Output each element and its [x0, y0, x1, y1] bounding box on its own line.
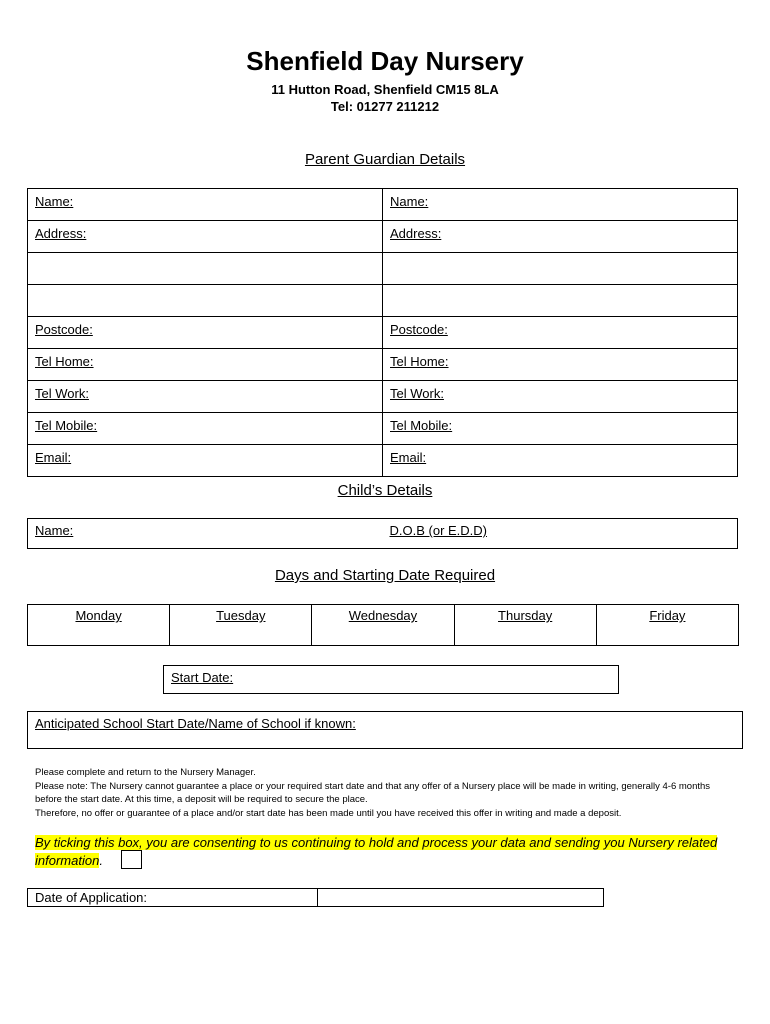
- application-date-label: Date of Application:: [28, 889, 318, 907]
- parent-left-field[interactable]: [28, 221, 383, 253]
- parent-field-label: Name:: [390, 194, 429, 209]
- parent-right-field[interactable]: [383, 253, 738, 285]
- application-date-table: [27, 888, 604, 907]
- parent-left-field[interactable]: [28, 349, 383, 381]
- child-name-label: Name:: [35, 523, 74, 538]
- parent-field-label: Name:: [35, 194, 74, 209]
- child-dob-field[interactable]: [383, 519, 738, 549]
- parent-field-label: Postcode:: [390, 322, 448, 337]
- day-label: Monday: [75, 608, 122, 623]
- parent-field-label: Tel Home:: [390, 354, 449, 369]
- child-name-field[interactable]: [28, 519, 383, 549]
- parent-field-label: Tel Mobile:: [390, 418, 453, 433]
- parent-row: [28, 413, 738, 445]
- parent-right-field[interactable]: [383, 221, 738, 253]
- nursery-telephone: Tel: 01277 211212: [330, 99, 440, 114]
- parent-field-label: Tel Home:: [35, 354, 94, 369]
- consent-checkbox[interactable]: [121, 850, 142, 869]
- consent-period: .: [99, 853, 103, 868]
- days-table: [27, 604, 739, 646]
- day-cell-tuesday[interactable]: [170, 605, 312, 646]
- days-section-title: Days and Starting Date Required: [274, 567, 496, 584]
- parent-left-field[interactable]: [28, 189, 383, 221]
- nursery-address: 11 Hutton Road, Shenfield CM15 8LA: [271, 82, 499, 97]
- parent-left-field[interactable]: [28, 381, 383, 413]
- parent-right-field[interactable]: [383, 317, 738, 349]
- parent-field-label: Email:: [390, 450, 427, 465]
- parent-row: [28, 189, 738, 221]
- start-date-field[interactable]: [163, 665, 619, 694]
- day-label: Tuesday: [216, 608, 266, 623]
- parent-row: [28, 253, 738, 285]
- school-field[interactable]: [27, 711, 743, 749]
- parent-left-field[interactable]: [28, 285, 383, 317]
- day-label: Thursday: [498, 608, 553, 623]
- child-dob-label: D.O.B (or E.D.D): [389, 523, 488, 538]
- parent-field-label: Tel Mobile:: [35, 418, 98, 433]
- parent-row: [28, 349, 738, 381]
- parent-row: [28, 445, 738, 477]
- parent-right-field[interactable]: [383, 445, 738, 477]
- parent-left-field[interactable]: [28, 317, 383, 349]
- start-date-label: Start Date:: [171, 670, 234, 685]
- day-label: Friday: [649, 608, 686, 623]
- parent-row: [28, 381, 738, 413]
- parent-field-label: Postcode:: [35, 322, 93, 337]
- parent-row: [28, 317, 738, 349]
- day-cell-thursday[interactable]: [454, 605, 596, 646]
- parent-row: [28, 221, 738, 253]
- notes-line-3: Therefore, no offer or guarantee of a place and/or start date has been made until you have received this offer in writing and made a deposit.: [35, 807, 622, 819]
- parent-field-label: Tel Work:: [390, 386, 444, 401]
- notes-line-1: Please complete and return to the Nursery Manager.: [35, 767, 256, 778]
- notes-block: [35, 766, 735, 820]
- child-details-table: [27, 518, 738, 549]
- nursery-title: Shenfield Day Nursery: [246, 46, 524, 76]
- parent-guardian-table: [27, 188, 738, 477]
- consent-block: [35, 834, 735, 871]
- parent-right-field[interactable]: [383, 381, 738, 413]
- school-label: Anticipated School Start Date/Name of School if known:: [35, 716, 356, 731]
- day-cell-wednesday[interactable]: [312, 605, 454, 646]
- parent-field-label: Address:: [390, 226, 442, 241]
- parent-field-label: Address:: [35, 226, 87, 241]
- parent-left-field[interactable]: [28, 253, 383, 285]
- child-section-title: Child’s Details: [337, 482, 433, 499]
- day-cell-monday[interactable]: [28, 605, 170, 646]
- parent-right-field[interactable]: [383, 285, 738, 317]
- parent-right-field[interactable]: [383, 189, 738, 221]
- day-cell-friday[interactable]: [596, 605, 738, 646]
- parent-right-field[interactable]: [383, 413, 738, 445]
- consent-text: By ticking this box, you are consenting to us continuing to hold and process your data and sending you Nursery related information: [35, 835, 718, 868]
- parent-left-field[interactable]: [28, 445, 383, 477]
- day-label: Wednesday: [348, 608, 418, 623]
- parent-right-field[interactable]: [383, 349, 738, 381]
- parent-left-field[interactable]: [28, 413, 383, 445]
- parent-section-title: Parent Guardian Details: [304, 151, 466, 168]
- parent-field-label: Email:: [35, 450, 72, 465]
- application-date-field[interactable]: [318, 889, 604, 907]
- parent-field-label: Tel Work:: [35, 386, 89, 401]
- notes-line-2: Please note: The Nursery cannot guarantee a place or your required start date and that any offer of a Nursery place will be made in writing, generally 4-6 months before the start date. At this time, a deposit will be required to secure the place.: [35, 780, 711, 805]
- parent-row: [28, 285, 738, 317]
